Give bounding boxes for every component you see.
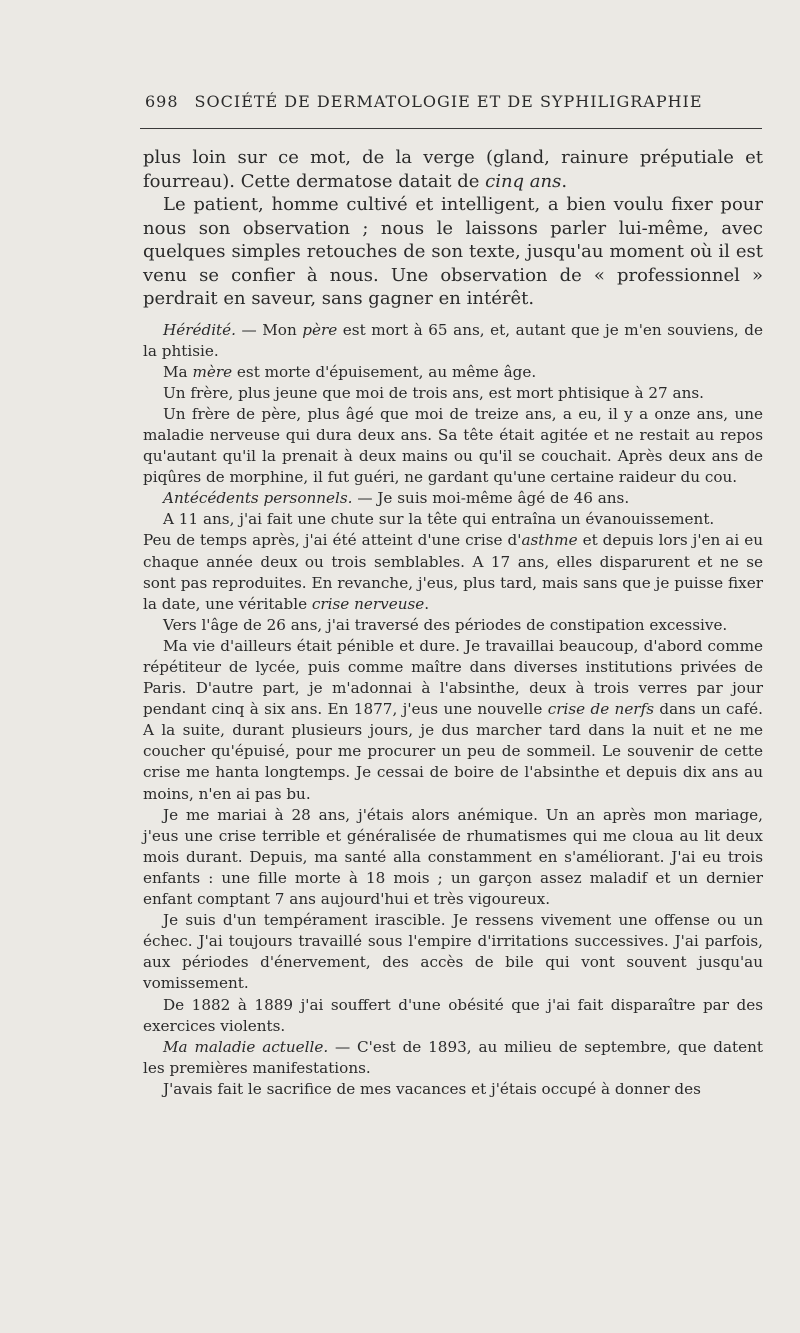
- running-header: [145, 92, 765, 111]
- paragraph-temperament: Je suis d'un tempérament irascible. Je ressens vivement une offense ou un échec. J'ai toujours travaillé sous l'empire d'irritations successives. J'ai parfois, aux périodes d'énervement, des accès de bile qui vont souvent jusqu'au vomissement.: [143, 911, 763, 993]
- section-label: Hérédité.: [163, 320, 236, 339]
- paragraph-mere: Ma mère est morte d'épuisement, au même âge.: [163, 362, 537, 381]
- running-title: SOCIÉTÉ DE DERMATOLOGIE ET DE SYPHILIGRAPHIE: [194, 92, 703, 111]
- paragraph-mariage: Je me mariai à 28 ans, j'étais alors anémique. Un an après mon mariage, j'eus une crise terrible et généralisée de rhumatismes qui me cloua au lit deux mois durant. Depuis, ma santé alla constamment en s'améliorant. J'ai eu trois enfants : une fille morte à 18 mois ; un garçon assez maladif et un dernier enfant comptant 7 ans aujourd'hui et très vigoureux.: [143, 805, 763, 909]
- paragraph-1: plus loin sur ce mot, de la verge (gland, rainure préputiale et fourreau). Cette dermatose datait de cinq ans.: [143, 147, 763, 192]
- paragraph-frere: Un frère, plus jeune que moi de trois ans, est mort phtisique à 27 ans.: [163, 383, 704, 402]
- paragraph-antecedents: Antécédents personnels. — Je suis moi-même âgé de 46 ans.: [163, 489, 630, 508]
- paragraph-asthme: Peu de temps après, j'ai été atteint d'une crise d'asthme et depuis lors j'en ai eu chaque année deux ou trois semblables. A 17 ans, elles disparurent et ne se sont pas reproduites. En revanche, j'eus, plus tard, mais sans que je puisse fixer la date, une véritable crise nerveuse.: [143, 531, 763, 613]
- paragraph-obesite: De 1882 à 1889 j'ai souffert d'une obésité que j'ai fait disparaître par des exercices violents.: [143, 995, 763, 1035]
- header-rule: [140, 128, 762, 129]
- paragraph-chute: A 11 ans, j'ai fait une chute sur la tête qui entraîna un évanouissement.: [163, 510, 715, 529]
- emphasis: cinq ans: [485, 170, 562, 192]
- body-text: [143, 146, 763, 1100]
- paragraph-constipation: Vers l'âge de 26 ans, j'ai traversé des périodes de constipation excessive.: [163, 615, 728, 634]
- section-label: Ma maladie actuelle.: [163, 1037, 329, 1056]
- paragraph-vacances: J'avais fait le sacrifice de mes vacances et j'étais occupé à donner des: [163, 1079, 701, 1098]
- page-number: 698: [145, 92, 179, 111]
- paragraph-maladie-actuelle: Ma maladie actuelle. — C'est de 1893, au milieu de septembre, que datent les premières manifestations.: [143, 1037, 763, 1077]
- section-label: Antécédents personnels.: [163, 489, 353, 508]
- paragraph-frere-de-pere: Un frère de père, plus âgé que moi de treize ans, a eu, il y a onze ans, une maladie nerveuse qui dura deux ans. Sa tête était agitée et ne restait au repos qu'autant qu'il la prenait à deux mains ou qu'il se couchait. Après deux ans de piqûres de morphine, il fut guéri, ne gardant qu'une certaine raideur du cou.: [143, 404, 763, 487]
- paragraph-2: Le patient, homme cultivé et intelligent, a bien voulu fixer pour nous son observation ; nous le laissons parler lui-même, avec quelques simples retouches de son texte, jusqu'au moment où il est venu se confier à nous. Une observation de « professionnel » perdrait en saveur, sans gagner en intérêt.: [143, 194, 763, 309]
- paragraph-heredite: Hérédité. — Mon père est mort à 65 ans, et, autant que je m'en souviens, de la phtisie.: [143, 320, 763, 360]
- paragraph-vie: Ma vie d'ailleurs était pénible et dure. Je travaillai beaucoup, d'abord comme répétiteur de lycée, puis comme maître dans diverses institutions privées de Paris. D'autre part, je m'adonnai à l'absinthe, deux à trois verres par jour pendant cinq à six ans. En 1877, j'eus une nouvelle crise de nerfs dans un café. A la suite, durant plusieurs jours, je dus marcher tard dans la nuit et ne me coucher qu'épuisé, pour me procurer un peu de sommeil. Le souvenir de cette crise me hanta longtemps. Je cessai de boire de l'absinthe et depuis dix ans au moins, n'en ai pas bu.: [143, 636, 763, 803]
